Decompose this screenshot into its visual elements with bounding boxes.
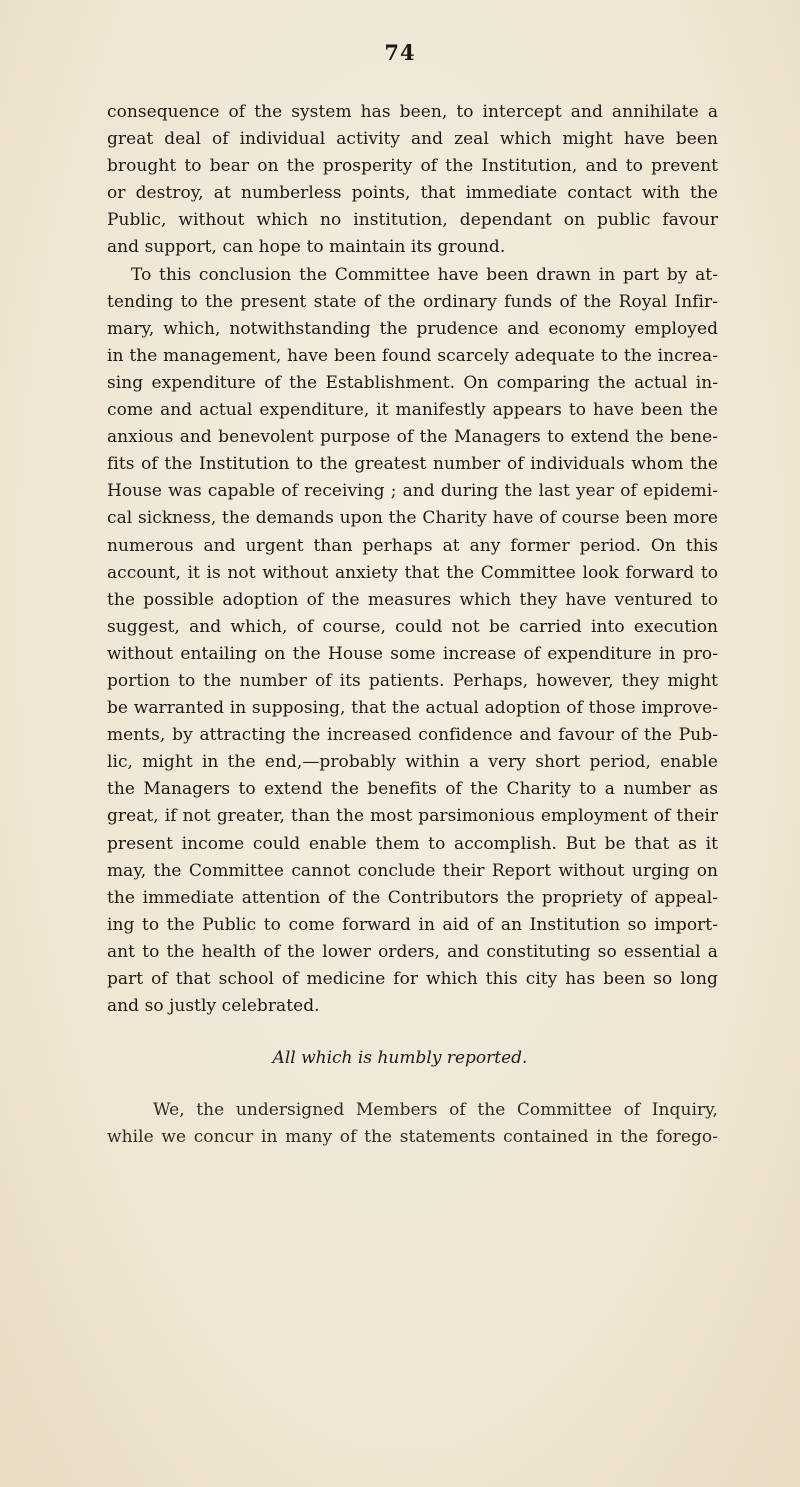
text-line: account, it is not without anxiety that the Committee look forward to — [107, 562, 718, 583]
text-line: great deal of individual activity and zeal which might have been — [107, 129, 718, 150]
text-line: House was capable of receiving ; and during the last year of epidemi- — [107, 481, 718, 502]
text-line: brought to bear on the prosperity of the Institution, and to prevent — [107, 156, 718, 177]
text-line: numerous and urgent than perhaps at any former period. On this — [107, 535, 718, 556]
text-line: come and actual expenditure, it manifestly appears to have been the — [107, 400, 718, 421]
text-line: part of that school of medicine for which this city has been so long — [107, 969, 718, 989]
text-line: ant to the health of the lower orders, and constituting so essential a — [107, 941, 718, 962]
text-line: be warranted in supposing, that the actual adoption of those improve- — [107, 698, 718, 719]
text-line: present income could enable them to accomplish. But be that as it — [107, 833, 718, 854]
text-line: the possible adoption of the measures which they have ventured to — [107, 589, 718, 610]
page-number: 74 — [384, 40, 416, 65]
text-line: cal sickness, the demands upon the Charity have of course been more — [107, 508, 718, 529]
text-line: and support, can hope to maintain its ground. — [107, 237, 506, 258]
text-line: ments, by attracting the increased confidence and favour of the Pub- — [107, 725, 718, 746]
text-line: without entailing on the House some increase of expenditure in pro- — [107, 643, 718, 664]
text-line: may, the Committee cannot conclude their Report without urging on — [107, 860, 718, 881]
text-line: tending to the present state of the ordinary funds of the Royal Infir- — [107, 291, 718, 312]
text-line: We, the undersigned Members of the Committee of Inquiry, — [153, 1100, 718, 1120]
text-line: mary, which, notwithstanding the prudence and economy employed — [107, 318, 718, 339]
text-line: in the management, have been found scarcely adequate to the increa- — [107, 345, 718, 366]
text-line: lic, might in the end,—probably within a very short period, enable — [107, 752, 718, 773]
text-line: or destroy, at numberless points, that immediate contact with the — [107, 183, 718, 204]
text-line: consequence of the system has been, to intercept and annihilate a — [107, 102, 718, 122]
text-line: while we concur in many of the statements contained in the forego- — [107, 1127, 718, 1148]
text-line: ing to the Public to come forward in aid of an Institution so import- — [107, 914, 718, 935]
text-line: great, if not greater, than the most parsimonious employment of their — [107, 806, 718, 827]
text-line: To this conclusion the Committee have been drawn in part by at- — [131, 264, 718, 285]
text-line: and so justly celebrated. — [107, 996, 320, 1017]
text-line: fits of the Institution to the greatest number of individuals whom the — [107, 454, 718, 475]
text-line: the Managers to extend the benefits of the Charity to a number as — [107, 779, 718, 800]
text-line: the immediate attention of the Contributors the propriety of appeal- — [107, 887, 718, 908]
text-line: anxious and benevolent purpose of the Managers to extend the bene- — [107, 427, 718, 448]
footer-paragraph — [107, 1097, 718, 1151]
closing-statement: All which is humbly reported. — [272, 1048, 528, 1068]
text-line: Public, without which no institution, dependant on public favour — [107, 210, 718, 231]
text-line: sing expenditure of the Establishment. On comparing the actual in- — [107, 372, 718, 393]
body-paragraphs — [107, 99, 718, 1020]
text-line: suggest, and which, of course, could not be carried into execution — [107, 616, 718, 637]
text-line: portion to the number of its patients. Perhaps, however, they might — [107, 670, 718, 691]
